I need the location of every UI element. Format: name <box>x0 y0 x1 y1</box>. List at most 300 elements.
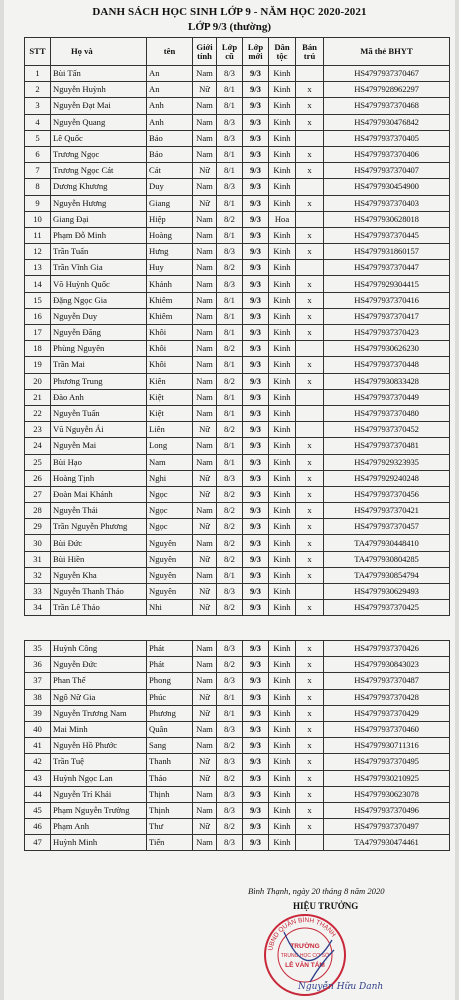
cell-lop-cu: 8/1 <box>217 146 243 162</box>
cell-dan-toc: Kinh <box>269 438 296 454</box>
cell-ban-tru: x <box>296 438 324 454</box>
cell-gioi-tinh: Nữ <box>193 584 217 600</box>
cell-dan-toc: Kinh <box>269 657 296 673</box>
cell-stt: 2 <box>25 82 51 98</box>
cell-stt: 28 <box>25 503 51 519</box>
cell-ban-tru: x <box>296 567 324 583</box>
cell-stt: 32 <box>25 567 51 583</box>
cell-gioi-tinh: Nam <box>193 292 217 308</box>
cell-ho: Dương Khương <box>51 179 147 195</box>
cell-lop-cu: 8/3 <box>217 179 243 195</box>
cell-ban-tru: x <box>296 802 324 818</box>
cell-gioi-tinh: Nữ <box>193 470 217 486</box>
cell-ten: Anh <box>147 114 193 130</box>
cell-lop-moi: 9/3 <box>243 689 269 705</box>
cell-lop-cu: 8/3 <box>217 721 243 737</box>
cell-dan-toc: Kinh <box>269 819 296 835</box>
cell-gioi-tinh: Nam <box>193 673 217 689</box>
cell-stt: 31 <box>25 551 51 567</box>
cell-ma-bhyt: HS4797937370467 <box>324 66 450 82</box>
cell-stt: 13 <box>25 260 51 276</box>
cell-gioi-tinh: Nam <box>193 130 217 146</box>
cell-ban-tru: x <box>296 535 324 551</box>
cell-ban-tru <box>296 66 324 82</box>
cell-ten: Long <box>147 438 193 454</box>
cell-dan-toc: Kinh <box>269 721 296 737</box>
table-row <box>25 551 450 567</box>
cell-lop-cu: 8/1 <box>217 689 243 705</box>
cell-dan-toc: Kinh <box>269 308 296 324</box>
cell-ten: Huy <box>147 260 193 276</box>
cell-ho: Nguyễn Trương Nam <box>51 705 147 721</box>
cell-lop-moi: 9/3 <box>243 705 269 721</box>
header-lop-moi: Lớp mới <box>243 38 269 66</box>
cell-lop-cu: 8/1 <box>217 438 243 454</box>
cell-lop-moi: 9/3 <box>243 673 269 689</box>
cell-ten: Giang <box>147 195 193 211</box>
cell-stt: 5 <box>25 130 51 146</box>
cell-gioi-tinh: Nam <box>193 276 217 292</box>
table-row <box>25 486 450 502</box>
cell-ten: Cát <box>147 163 193 179</box>
cell-ban-tru <box>296 130 324 146</box>
table-row <box>25 276 450 292</box>
cell-ban-tru: x <box>296 195 324 211</box>
cell-gioi-tinh: Nam <box>193 389 217 405</box>
table-row <box>25 357 450 373</box>
table-row <box>25 584 450 600</box>
cell-stt: 23 <box>25 422 51 438</box>
cell-gioi-tinh: Nữ <box>193 422 217 438</box>
cell-gioi-tinh: Nữ <box>193 82 217 98</box>
header-ban-tru: Bán trú <box>296 38 324 66</box>
cell-ban-tru <box>296 179 324 195</box>
cell-ban-tru: x <box>296 754 324 770</box>
cell-stt: 37 <box>25 673 51 689</box>
cell-ho: Nguyễn Huỳnh <box>51 82 147 98</box>
cell-ho: Trần Tuấn <box>51 244 147 260</box>
cell-ma-bhyt: HS4797937370460 <box>324 721 450 737</box>
cell-stt: 33 <box>25 584 51 600</box>
cell-ban-tru: x <box>296 244 324 260</box>
cell-stt: 10 <box>25 211 51 227</box>
cell-ten: Thảo <box>147 770 193 786</box>
cell-lop-cu: 8/3 <box>217 66 243 82</box>
cell-lop-cu: 8/2 <box>217 551 243 567</box>
cell-stt: 36 <box>25 657 51 673</box>
cell-ten: Ngọc <box>147 486 193 502</box>
cell-ho: Huỳnh Ngọc Lan <box>51 770 147 786</box>
cell-ten: An <box>147 66 193 82</box>
cell-dan-toc: Kinh <box>269 641 296 657</box>
cell-dan-toc: Kinh <box>269 470 296 486</box>
cell-ho: Đào Anh <box>51 389 147 405</box>
cell-dan-toc: Kinh <box>269 738 296 754</box>
cell-lop-moi: 9/3 <box>243 535 269 551</box>
cell-ho: Trần Mai <box>51 357 147 373</box>
cell-gioi-tinh: Nam <box>193 341 217 357</box>
cell-lop-cu: 8/3 <box>217 470 243 486</box>
cell-ban-tru: x <box>296 308 324 324</box>
cell-lop-moi: 9/3 <box>243 357 269 373</box>
table-row <box>25 98 450 114</box>
cell-gioi-tinh: Nữ <box>193 705 217 721</box>
cell-gioi-tinh: Nam <box>193 146 217 162</box>
cell-dan-toc: Kinh <box>269 163 296 179</box>
cell-stt: 6 <box>25 146 51 162</box>
cell-ma-bhyt: HS4797937370480 <box>324 405 450 421</box>
seal-ring-text: UBND QUẬN BÌNH THẠNH <box>267 916 337 952</box>
table-row <box>25 438 450 454</box>
cell-ten: Nam <box>147 454 193 470</box>
cell-dan-toc: Kinh <box>269 786 296 802</box>
cell-ma-bhyt: HS4797930629493 <box>324 584 450 600</box>
cell-ten: Nhi <box>147 600 193 616</box>
cell-gioi-tinh: Nữ <box>193 754 217 770</box>
cell-ten: Bảo <box>147 146 193 162</box>
cell-ma-bhyt: HS4797929240248 <box>324 470 450 486</box>
cell-ban-tru: x <box>296 114 324 130</box>
table-row <box>25 705 450 721</box>
table-row <box>25 66 450 82</box>
cell-lop-moi: 9/3 <box>243 486 269 502</box>
cell-ma-bhyt: HS4797937370456 <box>324 486 450 502</box>
cell-gioi-tinh: Nam <box>193 535 217 551</box>
cell-ma-bhyt: HS4797937370452 <box>324 422 450 438</box>
cell-dan-toc: Kinh <box>269 600 296 616</box>
cell-lop-cu: 8/2 <box>217 486 243 502</box>
table-row <box>25 82 450 98</box>
cell-ban-tru: x <box>296 292 324 308</box>
cell-ten: Kiên <box>147 373 193 389</box>
cell-ten: Thịnh <box>147 802 193 818</box>
cell-lop-moi: 9/3 <box>243 754 269 770</box>
cell-ten: Phát <box>147 641 193 657</box>
cell-gioi-tinh: Nam <box>193 786 217 802</box>
cell-ten: Quân <box>147 721 193 737</box>
cell-ho: Nguyễn Trí Khải <box>51 786 147 802</box>
table-row <box>25 260 450 276</box>
cell-ten: Phúc <box>147 689 193 705</box>
cell-lop-cu: 8/1 <box>217 389 243 405</box>
cell-ten: Phát <box>147 657 193 673</box>
cell-stt: 46 <box>25 819 51 835</box>
cell-stt: 22 <box>25 405 51 421</box>
cell-lop-moi: 9/3 <box>243 721 269 737</box>
table-row <box>25 470 450 486</box>
cell-ban-tru: x <box>296 600 324 616</box>
cell-ten: Nguyên <box>147 535 193 551</box>
cell-lop-moi: 9/3 <box>243 163 269 179</box>
cell-ma-bhyt: HS4797937370403 <box>324 195 450 211</box>
cell-lop-cu: 8/3 <box>217 130 243 146</box>
table-row <box>25 130 450 146</box>
cell-stt: 12 <box>25 244 51 260</box>
cell-ma-bhyt: HS4797930623078 <box>324 786 450 802</box>
cell-dan-toc: Kinh <box>269 82 296 98</box>
cell-lop-moi: 9/3 <box>243 292 269 308</box>
cell-ma-bhyt: TA4797930474461 <box>324 835 450 851</box>
cell-ho: Võ Huỳnh Quốc <box>51 276 147 292</box>
cell-ban-tru <box>296 422 324 438</box>
cell-lop-moi: 9/3 <box>243 567 269 583</box>
cell-lop-moi: 9/3 <box>243 276 269 292</box>
cell-gioi-tinh: Nữ <box>193 600 217 616</box>
cell-ma-bhyt: HS4797937370416 <box>324 292 450 308</box>
cell-ma-bhyt: TA4797930854794 <box>324 567 450 583</box>
cell-gioi-tinh: Nam <box>193 738 217 754</box>
header-ma-bhyt: Mã thẻ BHYT <box>324 38 450 66</box>
cell-lop-moi: 9/3 <box>243 195 269 211</box>
cell-stt: 1 <box>25 66 51 82</box>
cell-ma-bhyt: HS4797937370481 <box>324 438 450 454</box>
cell-lop-cu: 8/2 <box>217 260 243 276</box>
cell-ma-bhyt: HS4797937370449 <box>324 389 450 405</box>
cell-ban-tru: x <box>296 82 324 98</box>
cell-dan-toc: Kinh <box>269 389 296 405</box>
cell-ban-tru: x <box>296 689 324 705</box>
cell-ban-tru: x <box>296 373 324 389</box>
cell-ho: Phạm Đỗ Minh <box>51 227 147 243</box>
cell-ban-tru: x <box>296 770 324 786</box>
table-row <box>25 146 450 162</box>
cell-stt: 25 <box>25 454 51 470</box>
table-row <box>25 227 450 243</box>
table-row <box>25 567 450 583</box>
cell-stt: 40 <box>25 721 51 737</box>
table-row <box>25 195 450 211</box>
cell-lop-moi: 9/3 <box>243 373 269 389</box>
table-row <box>25 325 450 341</box>
cell-gioi-tinh: Nam <box>193 260 217 276</box>
seal-line-1: TRƯỜNG <box>290 943 320 950</box>
cell-lop-cu: 8/3 <box>217 835 243 851</box>
cell-lop-moi: 9/3 <box>243 802 269 818</box>
footer-role: HIỆU TRƯỞNG <box>293 901 359 911</box>
cell-stt: 30 <box>25 535 51 551</box>
cell-ban-tru: x <box>296 163 324 179</box>
cell-stt: 7 <box>25 163 51 179</box>
cell-ho: Trần Tuệ <box>51 754 147 770</box>
cell-ten: Liên <box>147 422 193 438</box>
cell-lop-cu: 8/3 <box>217 276 243 292</box>
cell-gioi-tinh: Nam <box>193 721 217 737</box>
cell-ma-bhyt: HS4797937370425 <box>324 600 450 616</box>
cell-ten: Hiệp <box>147 211 193 227</box>
cell-ho: Bùi Đức <box>51 535 147 551</box>
document-subtitle: LỚP 9/3 (thường) <box>188 21 271 33</box>
table-row <box>25 600 450 616</box>
cell-ho: Nguyễn Thanh Thảo <box>51 584 147 600</box>
cell-ma-bhyt: HS4797929323935 <box>324 454 450 470</box>
cell-dan-toc: Kinh <box>269 584 296 600</box>
cell-lop-cu: 8/1 <box>217 195 243 211</box>
cell-ten: Thịnh <box>147 786 193 802</box>
cell-lop-moi: 9/3 <box>243 584 269 600</box>
cell-lop-moi: 9/3 <box>243 227 269 243</box>
cell-stt: 35 <box>25 641 51 657</box>
signer-name: Nguyễn Hữu Danh <box>298 982 384 992</box>
cell-ten: Khôi <box>147 341 193 357</box>
cell-ho: Nguyễn Tuấn <box>51 405 147 421</box>
cell-ten: Kiệt <box>147 405 193 421</box>
cell-ma-bhyt: HS4797930843023 <box>324 657 450 673</box>
cell-dan-toc: Kinh <box>269 673 296 689</box>
cell-lop-moi: 9/3 <box>243 244 269 260</box>
cell-lop-cu: 8/1 <box>217 98 243 114</box>
cell-ban-tru: x <box>296 786 324 802</box>
cell-dan-toc: Kinh <box>269 689 296 705</box>
cell-gioi-tinh: Nữ <box>193 486 217 502</box>
cell-stt: 42 <box>25 754 51 770</box>
cell-gioi-tinh: Nam <box>193 325 217 341</box>
cell-lop-cu: 8/3 <box>217 673 243 689</box>
cell-gioi-tinh: Nam <box>193 373 217 389</box>
cell-stt: 27 <box>25 486 51 502</box>
cell-lop-moi: 9/3 <box>243 657 269 673</box>
table-row <box>25 163 450 179</box>
seal-line-2: TRUNG HỌC CƠ SỞ <box>280 953 330 959</box>
cell-lop-moi: 9/3 <box>243 470 269 486</box>
cell-ten: Nguyên <box>147 567 193 583</box>
cell-dan-toc: Kinh <box>269 244 296 260</box>
cell-gioi-tinh: Nữ <box>193 519 217 535</box>
cell-ho: Lê Quốc <box>51 130 147 146</box>
cell-ma-bhyt: HS4797937370405 <box>324 130 450 146</box>
cell-stt: 14 <box>25 276 51 292</box>
table-row <box>25 341 450 357</box>
cell-ma-bhyt: HS4797937370496 <box>324 802 450 818</box>
cell-dan-toc: Hoa <box>269 211 296 227</box>
header-ten: tên <box>147 38 193 66</box>
cell-lop-moi: 9/3 <box>243 308 269 324</box>
cell-ten: Bảo <box>147 130 193 146</box>
cell-gioi-tinh: Nam <box>193 227 217 243</box>
cell-stt: 24 <box>25 438 51 454</box>
cell-ho: Đoàn Mai Khánh <box>51 486 147 502</box>
cell-stt: 45 <box>25 802 51 818</box>
cell-lop-moi: 9/3 <box>243 389 269 405</box>
cell-lop-moi: 9/3 <box>243 519 269 535</box>
header-stt: STT <box>25 38 51 66</box>
cell-lop-cu: 8/1 <box>217 82 243 98</box>
cell-dan-toc: Kinh <box>269 567 296 583</box>
cell-ho: Bùi Hạo <box>51 454 147 470</box>
table-row <box>25 179 450 195</box>
cell-ten: Khánh <box>147 276 193 292</box>
cell-lop-cu: 8/2 <box>217 738 243 754</box>
cell-ho: Mai Minh <box>51 721 147 737</box>
cell-ban-tru: x <box>296 325 324 341</box>
cell-lop-cu: 8/1 <box>217 705 243 721</box>
cell-lop-cu: 8/3 <box>217 244 243 260</box>
cell-dan-toc: Kinh <box>269 341 296 357</box>
cell-ho: Nguyễn Hương <box>51 195 147 211</box>
cell-dan-toc: Kinh <box>269 260 296 276</box>
cell-gioi-tinh: Nam <box>193 567 217 583</box>
cell-dan-toc: Kinh <box>269 519 296 535</box>
cell-ban-tru: x <box>296 470 324 486</box>
cell-lop-moi: 9/3 <box>243 835 269 851</box>
cell-ho: Nguyễn Duy <box>51 308 147 324</box>
cell-dan-toc: Kinh <box>269 373 296 389</box>
cell-ma-bhyt: HS4797937370429 <box>324 705 450 721</box>
cell-lop-cu: 8/2 <box>217 600 243 616</box>
table-row <box>25 519 450 535</box>
cell-ma-bhyt: TA4797930448410 <box>324 535 450 551</box>
cell-ten: Phương <box>147 705 193 721</box>
cell-dan-toc: Kinh <box>269 130 296 146</box>
cell-lop-cu: 8/1 <box>217 163 243 179</box>
cell-lop-cu: 8/2 <box>217 373 243 389</box>
cell-ma-bhyt: HS4797928962297 <box>324 82 450 98</box>
cell-ma-bhyt: HS4797930833428 <box>324 373 450 389</box>
cell-gioi-tinh: Nữ <box>193 163 217 179</box>
cell-ho: Hoàng Tịnh <box>51 470 147 486</box>
cell-ten: Phong <box>147 673 193 689</box>
cell-dan-toc: Kinh <box>269 835 296 851</box>
cell-ten: An <box>147 82 193 98</box>
cell-stt: 29 <box>25 519 51 535</box>
table-row <box>25 422 450 438</box>
table-row <box>25 835 450 851</box>
cell-ten: Khôi <box>147 325 193 341</box>
cell-ma-bhyt: HS4797930476842 <box>324 114 450 130</box>
table-row <box>25 802 450 818</box>
cell-lop-moi: 9/3 <box>243 551 269 567</box>
cell-lop-moi: 9/3 <box>243 454 269 470</box>
table-row <box>25 738 450 754</box>
cell-stt: 21 <box>25 389 51 405</box>
cell-ban-tru: x <box>296 486 324 502</box>
header-gioi-tinh: Giới tính <box>193 38 217 66</box>
cell-lop-cu: 8/2 <box>217 657 243 673</box>
cell-stt: 16 <box>25 308 51 324</box>
footer-date-line: Bình Thạnh, ngày 20 tháng 8 năm 2020 <box>248 886 385 896</box>
cell-lop-cu: 8/2 <box>217 535 243 551</box>
cell-dan-toc: Kinh <box>269 503 296 519</box>
cell-lop-moi: 9/3 <box>243 641 269 657</box>
cell-ho: Phạm Nguyễn Trường <box>51 802 147 818</box>
cell-lop-moi: 9/3 <box>243 503 269 519</box>
cell-ban-tru <box>296 211 324 227</box>
table-row <box>25 389 450 405</box>
cell-lop-moi: 9/3 <box>243 438 269 454</box>
cell-stt: 15 <box>25 292 51 308</box>
cell-ma-bhyt: HS4797930210925 <box>324 770 450 786</box>
cell-ho: Bùi Hiền <box>51 551 147 567</box>
cell-ma-bhyt: HS4797937370495 <box>324 754 450 770</box>
table-row <box>25 657 450 673</box>
table-row <box>25 641 450 657</box>
cell-gioi-tinh: Nữ <box>193 195 217 211</box>
cell-ma-bhyt: HS4797937370417 <box>324 308 450 324</box>
cell-gioi-tinh: Nam <box>193 454 217 470</box>
student-table-page-2 <box>24 640 450 851</box>
cell-ma-bhyt: HS4797937370421 <box>324 503 450 519</box>
cell-lop-cu: 8/3 <box>217 802 243 818</box>
cell-ma-bhyt: HS4797937370426 <box>324 641 450 657</box>
cell-dan-toc: Kinh <box>269 551 296 567</box>
cell-lop-moi: 9/3 <box>243 211 269 227</box>
seal-line-3: LÊ VĂN TÁM <box>285 962 325 969</box>
cell-ten: Hưng <box>147 244 193 260</box>
cell-ban-tru: x <box>296 641 324 657</box>
cell-ma-bhyt: HS4797931860157 <box>324 244 450 260</box>
cell-lop-cu: 8/2 <box>217 519 243 535</box>
cell-ho: Trần Lê Thảo <box>51 600 147 616</box>
cell-ho: Trương Ngọc <box>51 146 147 162</box>
